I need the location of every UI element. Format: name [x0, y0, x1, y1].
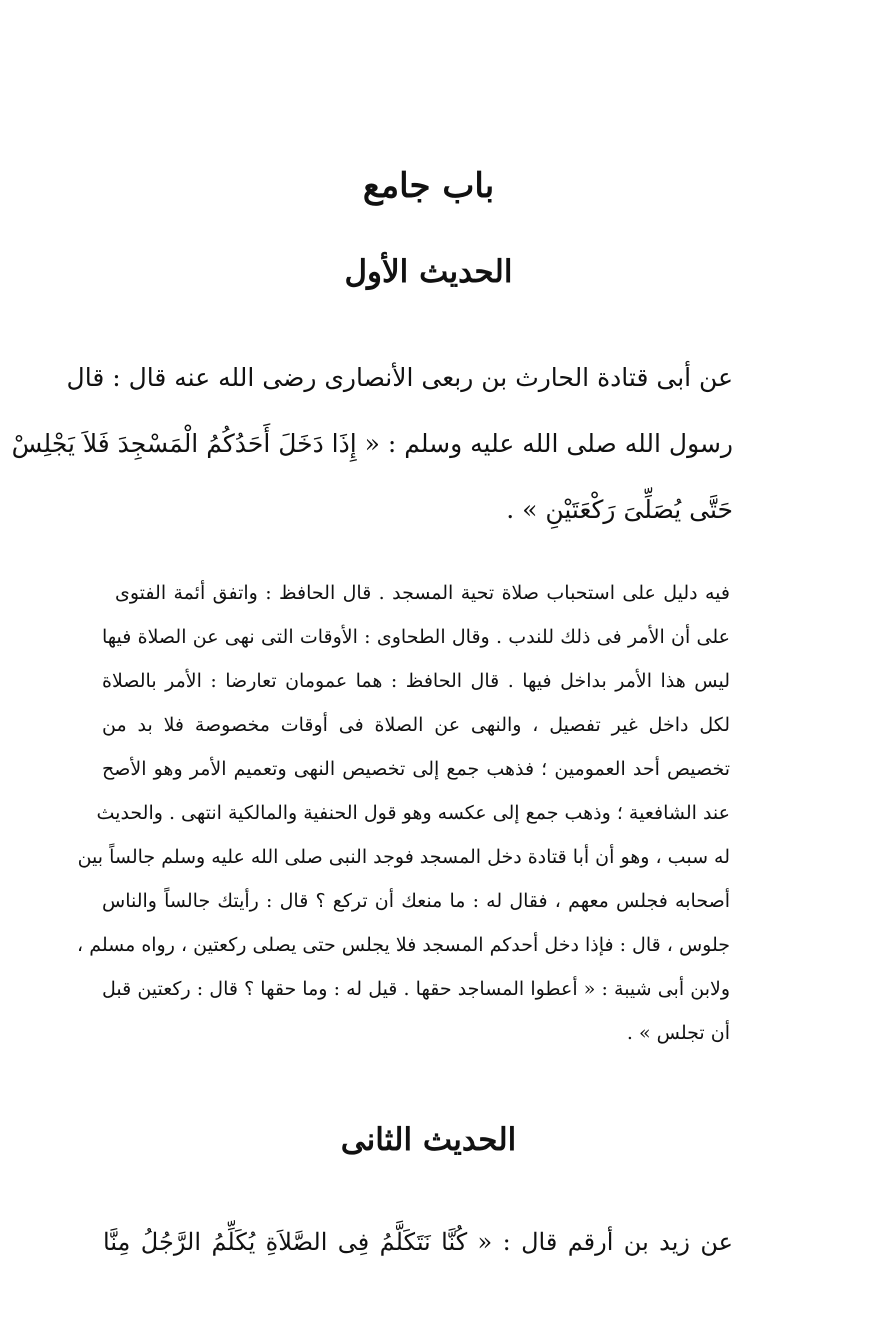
commentary-line: فيه دليل على استحباب صلاة تحية المسجد . قال الحافظ : واتفق أئمة الفتوى	[115, 582, 730, 604]
hadith-1-line: رسول الله صلى الله عليه وسلم : « إِذَا دَخَلَ أَحَدُكُمُ الْمَسْجِدَ فَلاَ يَجْلِسْ	[11, 429, 733, 458]
commentary-line: له سبب ، وهو أن أبا قتادة دخل المسجد فوجد النبى صلى الله عليه وسلم جالساً بين	[77, 846, 730, 868]
commentary-line: أصحابه فجلس معهم ، فقال له : ما منعك أن تركع ؟ قال : رأيتك جالساً والناس	[102, 890, 730, 912]
commentary-line: عند الشافعية ؛ وذهب جمع إلى عكسه وهو قول الحنفية والمالكية انتهى . والحديث	[96, 802, 730, 824]
hadith-1-line: عن أبى قتادة الحارث بن ربعى الأنصارى رضى الله عنه قال : قال	[66, 363, 733, 392]
commentary-line: لكل داخل غير تفصيل ، والنهى عن الصلاة فى أوقات مخصوصة فلا بد من	[102, 714, 730, 736]
chapter-title: باب جامع	[362, 166, 495, 206]
hadith-1-title: الحديث الأول	[344, 254, 513, 290]
commentary-line: جلوس ، قال : فإذا دخل أحدكم المسجد فلا يجلس حتى يصلى ركعتين ، رواه مسلم ،	[77, 934, 730, 956]
hadith-2-line: عن زيد بن أرقم قال : « كُنَّا نَتَكَلَّمُ فِى الصَّلاَةِ يُكَلِّمُ الرَّجُلُ مِنَّا	[103, 1228, 733, 1256]
hadith-1-line: حَتَّى يُصَلِّىَ رَكْعَتَيْنِ » .	[506, 495, 733, 524]
hadith-2-title: الحديث الثانى	[340, 1122, 517, 1158]
commentary-line: أن تجلس » .	[626, 1022, 730, 1044]
commentary-line: ليس هذا الأمر بداخل فيها . قال الحافظ : هما عمومان تعارضا : الأمر بالصلاة	[102, 670, 730, 692]
commentary-line: على أن الأمر فى ذلك للندب . وقال الطحاوى : الأوقات التى نهى عن الصلاة فيها	[102, 626, 730, 648]
commentary-line: تخصيص أحد العمومين ؛ فذهب جمع إلى تخصيص النهى وتعميم الأمر وهو الأصح	[102, 758, 730, 780]
commentary-line: ولابن أبى شيبة : « أعطوا المساجد حقها . قيل له : وما حقها ؟ قال : ركعتين قبل	[102, 978, 730, 1000]
